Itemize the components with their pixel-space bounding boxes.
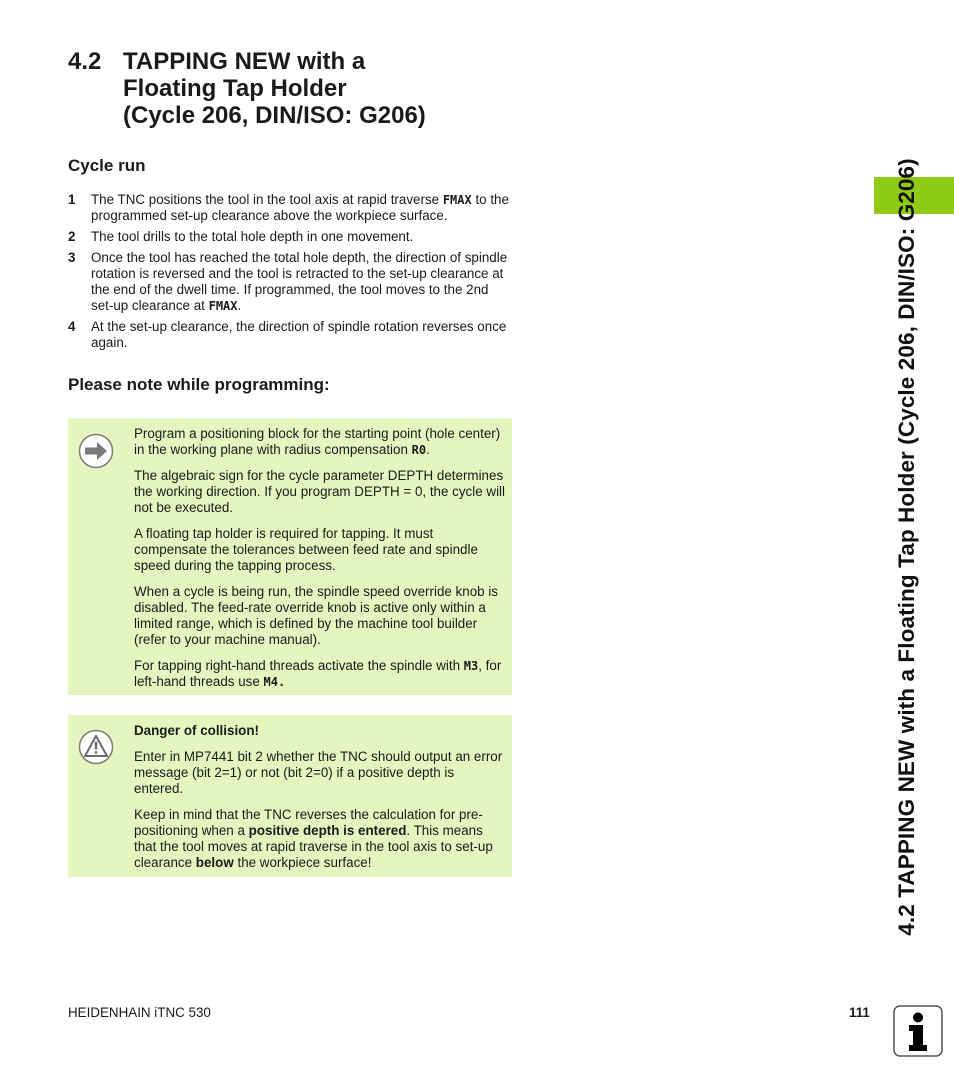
info-icon[interactable] (893, 1005, 943, 1057)
section-number: 4.2 (68, 48, 102, 75)
warning-triangle-icon (78, 729, 114, 765)
warning-text: the workpiece surface! (233, 855, 372, 870)
footer-product: HEIDENHAIN iTNC 530 (68, 1005, 211, 1020)
warning-emphasis: below (195, 855, 234, 870)
step-text: Once the tool has reached the total hole depth, the direction of spindle rotation is reversed and the tool is retracted to the set-up clearance at the end of the dwell time. If programmed, the tool moves to the 2nd set-up clearance at (91, 250, 508, 313)
note-paragraph (134, 658, 506, 690)
side-title-text: 4.2 TAPPING NEW with a Floating Tap Holder (Cycle 206, DIN/ISO: G206) (894, 158, 919, 936)
page-number: 111 (849, 1005, 870, 1020)
cycle-run-heading: Cycle run (68, 156, 146, 175)
note-text: . (426, 442, 430, 457)
step-number: 1 (68, 192, 76, 207)
note-code: M3 (463, 659, 479, 673)
step-number: 2 (68, 229, 76, 244)
warning-title: Danger of collision! (134, 723, 259, 738)
section-title (123, 48, 528, 129)
step-text-after: to the programmed set-up clearance above the workpiece surface. (91, 192, 509, 223)
warning-body (134, 723, 506, 881)
note-paragraph (134, 426, 506, 458)
note-code: M4. (263, 675, 286, 689)
step-item (68, 192, 512, 224)
note-paragraph: A floating tap holder is required for tapping. It must compensate the tolerances between feed rate and spindle speed during the tapping process. (134, 526, 478, 573)
note-text: , for left-hand threads use (134, 658, 502, 689)
note-paragraph: The algebraic sign for the cycle parameter DEPTH determines the working direction. If you program DEPTH = 0, the cycle will not be executed. (134, 468, 505, 515)
step-code: FMAX (442, 193, 472, 207)
note-box (68, 418, 512, 695)
warning-box (68, 715, 512, 877)
section-title-line-2: Floating Tap Holder (123, 75, 347, 102)
warning-emphasis: positive depth is entered (248, 823, 407, 838)
section-heading (68, 48, 528, 129)
note-paragraph: When a cycle is being run, the spindle speed override knob is disabled. The feed-rate override knob is active only within a limited range, which is defined by the machine tool builder (refer to your machine manual). (134, 584, 498, 647)
step-item (68, 229, 512, 245)
warning-paragraph: Enter in MP7441 bit 2 whether the TNC should output an error message (bit 2=1) or not (bit 2=0) if a positive depth is entered. (134, 749, 503, 796)
note-text: For tapping right-hand threads activate the spindle with (134, 658, 464, 673)
warning-text: . This means that the tool moves at rapid traverse in the tool axis to set-up clearance (134, 823, 493, 870)
cycle-run-steps (68, 192, 512, 356)
programming-heading: Please note while programming: (68, 375, 330, 394)
step-code: FMAX (208, 299, 238, 313)
warning-paragraph (134, 807, 506, 871)
step-number: 3 (68, 250, 76, 265)
step-text: The tool drills to the total hole depth in one movement. (91, 229, 414, 244)
step-item (68, 319, 512, 351)
note-text: Program a positioning block for the starting point (hole center) in the working plane with radius compensation (134, 426, 501, 457)
warning-text: Keep in mind that the TNC reverses the calculation for pre-positioning when a (134, 807, 483, 838)
step-text-after: . (237, 298, 242, 313)
step-text: The TNC positions the tool in the tool axis at rapid traverse (91, 192, 443, 207)
step-text: At the set-up clearance, the direction of spindle rotation reverses once again. (91, 319, 507, 350)
step-number: 4 (68, 319, 76, 334)
step-item (68, 250, 512, 314)
note-code: R0 (411, 443, 427, 457)
section-title-line-3: (Cycle 206, DIN/ISO: G206) (123, 102, 426, 129)
arrow-right-icon (78, 433, 114, 469)
section-title-line-1: TAPPING NEW with a (123, 48, 366, 75)
note-body (134, 426, 506, 700)
